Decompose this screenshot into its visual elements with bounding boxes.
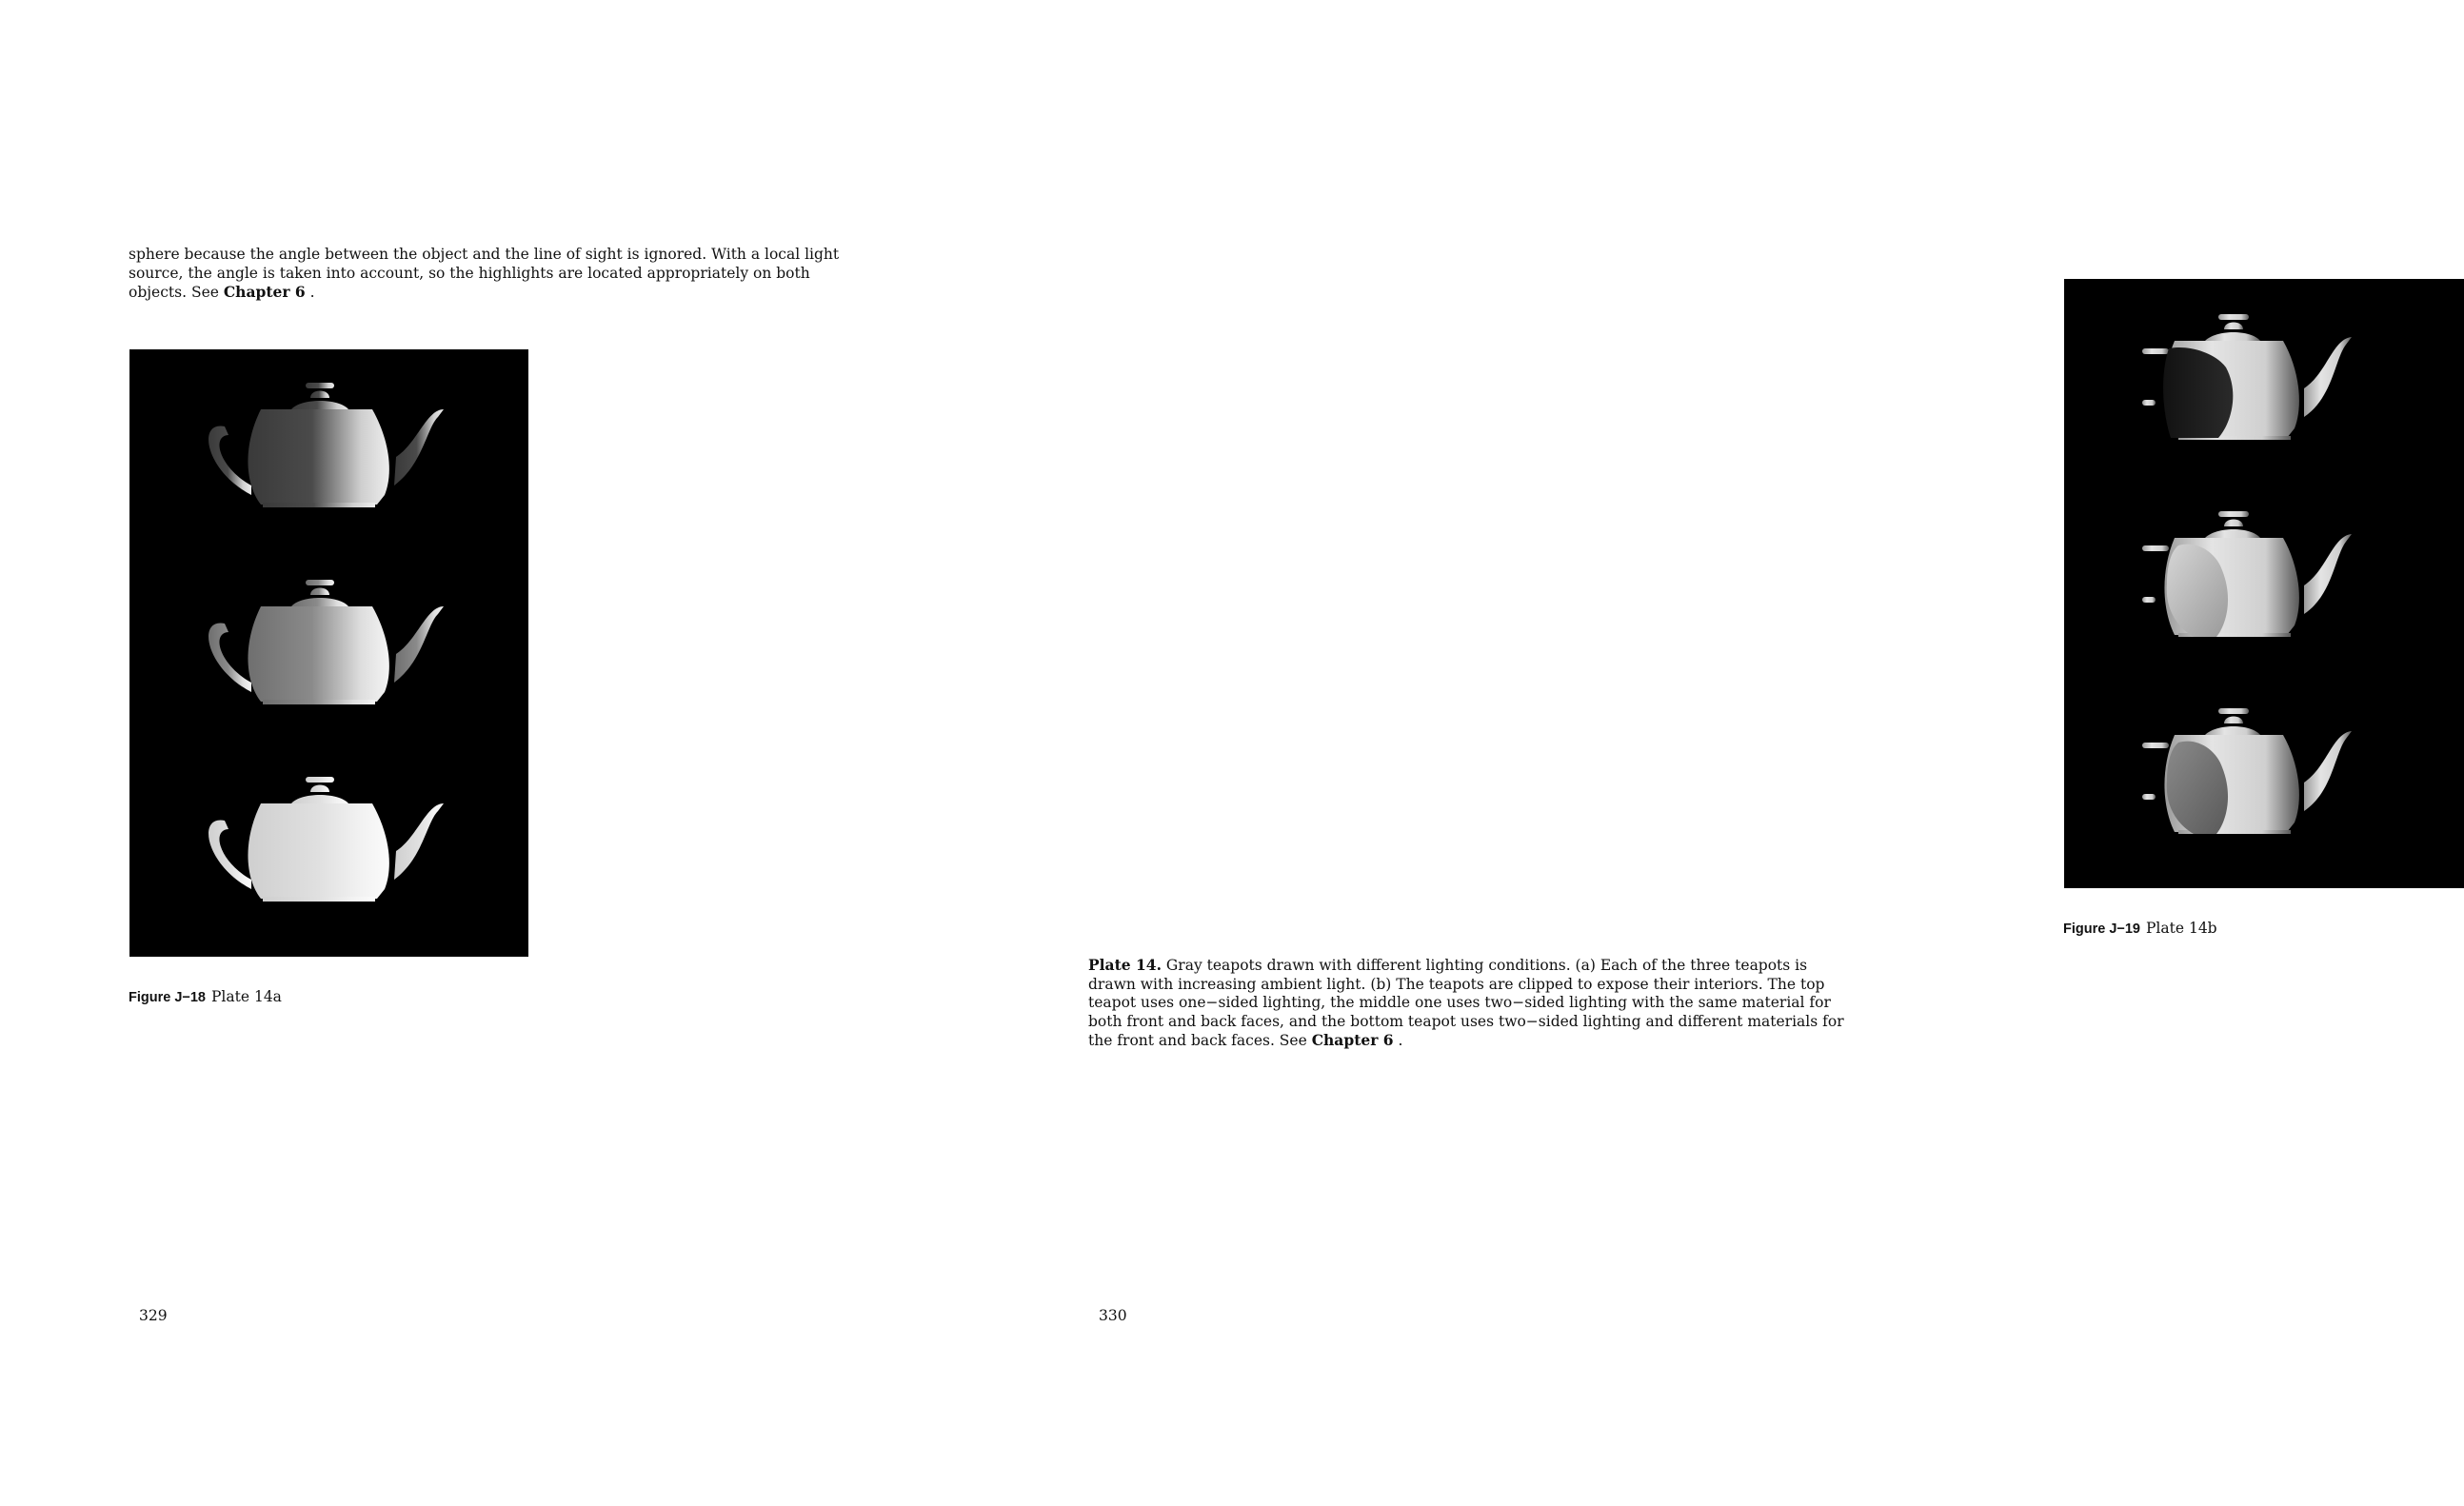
- figure-id: Figure J−18: [129, 990, 206, 1005]
- right-page: [975, 0, 2217, 1506]
- caption-end: .: [1393, 1032, 1403, 1049]
- intro-paragraph: [129, 246, 871, 303]
- plate-14a-image: [129, 349, 528, 957]
- plate-14b-teapots: [2064, 279, 2464, 888]
- chapter-link[interactable]: Chapter 6: [1311, 1031, 1394, 1049]
- caption-text: Gray teapots drawn with different lighting conditions. (a) Each of the three teapots is drawn with increasing ambient light. (b) The teapots are clipped to expose their interiors. The top teapot uses one−sided lighting, the middle one uses two−sided lighting with the same material for both front and back faces, and the bottom teapot uses two−sided lighting and different materials for the front and back faces. See: [1088, 957, 1844, 1049]
- figure-j18-caption: [129, 988, 282, 1007]
- intro-text: sphere because the angle between the object and the line of sight is ignored. With a local light source, the angle is taken into account, so the highlights are located appropriately on both objects. See: [129, 246, 840, 301]
- teapot-low-ambient: [209, 383, 444, 507]
- intro-end: .: [305, 284, 315, 301]
- chapter-link[interactable]: Chapter 6: [223, 283, 306, 301]
- plate-14b-image: [2064, 279, 2464, 888]
- teapot-one-sided: [2142, 314, 2352, 440]
- page-number: 329: [139, 1307, 168, 1324]
- page-number: 330: [1099, 1307, 1127, 1324]
- figure-label: Plate 14a: [211, 988, 282, 1005]
- plate-14a-teapots: [129, 349, 528, 957]
- plate-14-caption: [1088, 956, 1850, 1051]
- teapot-two-sided-same: [2142, 511, 2352, 637]
- left-page: [0, 0, 975, 1506]
- figure-id: Figure J−19: [2063, 921, 2140, 937]
- teapot-medium-ambient: [209, 580, 444, 704]
- figure-j19-caption: [2063, 920, 2217, 939]
- figure-label: Plate 14b: [2146, 920, 2217, 937]
- caption-title: Plate 14.: [1088, 956, 1162, 974]
- teapot-high-ambient: [209, 777, 444, 902]
- teapot-two-sided-diff: [2142, 708, 2352, 834]
